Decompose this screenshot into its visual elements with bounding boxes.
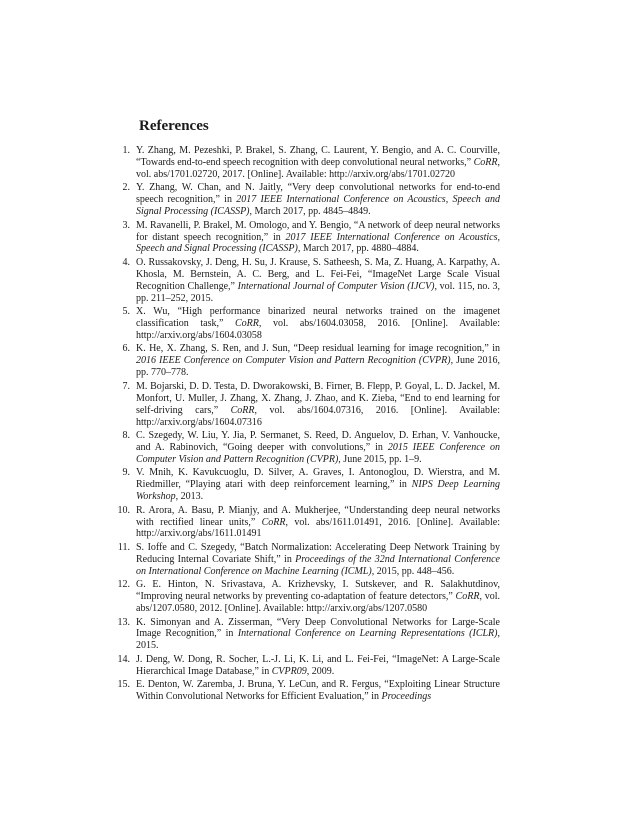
- reference-item: [110, 306, 500, 342]
- reference-venue: Proceedings: [381, 691, 432, 703]
- reference-number: 4.: [122, 256, 130, 268]
- reference-number: 15.: [117, 679, 130, 691]
- reference-number: 6.: [122, 343, 130, 355]
- reference-text: V. Mnih, K. Kavukcuoglu, D. Silver, A. Graves, I. Antonoglou, D. Wierstra, and M. Riedmiller, “Playing atari with deep reinforcement learning,” in NIPS Deep Learning Workshop, 2013.: [136, 467, 500, 503]
- reference-number: 10.: [117, 504, 130, 516]
- reference-text: Y. Zhang, M. Pezeshki, P. Brakel, S. Zhang, C. Laurent, Y. Bengio, and A. C. Courville, “Towards end-to-end speech recognition with deep convolutional neural networks,” CoRR, vol. abs/1701.02720, 2017. [Online]. Available: http://arxiv.org/abs/1701.02720: [136, 145, 500, 180]
- reference-venue: 2017 IEEE International Conference on Acoustics, Speech and Signal Processing (ICASSP): [136, 194, 500, 218]
- reference-venue: CVPR09: [271, 665, 307, 677]
- reference-number: 8.: [122, 430, 130, 441]
- reference-venue: CoRR: [473, 156, 498, 168]
- reference-venue: NIPS Deep Learning Workshop: [136, 479, 500, 503]
- reference-item: [110, 654, 500, 678]
- section-title: References: [139, 118, 209, 134]
- reference-item: [110, 617, 500, 653]
- reference-text: K. He, X. Zhang, S. Ren, and J. Sun, “Deep residual learning for image recognition,” in 2016 IEEE Conference on Computer Vision and Pattern Recognition (CVPR), June 2016, pp. 770–778.: [136, 343, 500, 379]
- reference-text: C. Szegedy, W. Liu, Y. Jia, P. Sermanet, S. Reed, D. Anguelov, D. Erhan, V. Vanhoucke, and A. Rabinovich, “Going deeper with convolutions,” in 2015 IEEE Conference on Computer Vision and Pattern Recognition (CVPR), June 2015, pp. 1–9.: [136, 430, 500, 465]
- reference-item: [110, 467, 500, 503]
- reference-text: E. Denton, W. Zaremba, J. Bruna, Y. LeCun, and R. Fergus, “Exploiting Linear Structure Within Convolutional Networks for Efficient Evaluation,” in Proceedings: [136, 679, 500, 703]
- reference-text: Y. Zhang, W. Chan, and N. Jaitly, “Very deep convolutional networks for end-to-end speech recognition,” in 2017 IEEE International Conference on Acoustics, Speech and Signal Processing (ICASSP), March 2017, pp. 4845–4849.: [136, 182, 500, 218]
- reference-item: [110, 182, 500, 218]
- reference-number: 9.: [122, 467, 130, 479]
- reference-item: [110, 220, 500, 256]
- reference-item: [110, 579, 500, 615]
- reference-number: 12.: [117, 579, 130, 591]
- reference-venue: 2016 IEEE Conference on Computer Vision and Pattern Recognition (CVPR): [136, 355, 451, 367]
- reference-venue: CoRR: [235, 318, 259, 330]
- reference-item: [110, 343, 500, 379]
- reference-venue: CoRR: [455, 591, 480, 603]
- reference-text: J. Deng, W. Dong, R. Socher, L.-J. Li, K. Li, and L. Fei-Fei, “ImageNet: A Large-Scale Hierarchical Image Database,” in CVPR09, 2009.: [136, 653, 500, 677]
- reference-text: O. Russakovsky, J. Deng, H. Su, J. Krause, S. Satheesh, S. Ma, Z. Huang, A. Karpathy, A. Khosla, M. Bernstein, A. C. Berg, and L. Fei-Fei, “ImageNet Large Scale Visual Recognition Challenge,” International Journal of Computer Vision (IJCV), vol. 115, no. 3, pp. 211–252, 2015.: [136, 256, 500, 304]
- reference-text: M. Ravanelli, P. Brakel, M. Omologo, and Y. Bengio, “A network of deep neural networks for distant speech recognition,” in 2017 IEEE International Conference on Acoustics, Speech and Signal Processing (ICASSP), March 2017, pp. 4880–4884.: [136, 219, 500, 255]
- reference-text: R. Arora, A. Basu, P. Mianjy, and A. Mukherjee, “Understanding deep neural networks with rectified linear units,” CoRR, vol. abs/1611.01491, 2016. [Online]. Available: http://arxiv.org/abs/1611.01491: [136, 504, 500, 540]
- reference-venue: 2017 IEEE International Conference on Acoustics, Speech and Signal Processing (ICASSP): [136, 231, 500, 255]
- reference-text: G. E. Hinton, N. Srivastava, A. Krizhevsky, I. Sutskever, and R. Salakhutdinov, “Improving neural networks by preventing co-adaptation of feature detectors,” CoRR, vol. abs/1207.0580, 2012. [Online]. Available: http://arxiv.org/abs/1207.0580: [136, 579, 500, 615]
- reference-number: 11.: [117, 541, 130, 553]
- reference-number: 13.: [117, 616, 130, 628]
- reference-venue: International Journal of Computer Vision (IJCV): [237, 280, 435, 292]
- reference-venue: CoRR: [261, 516, 286, 528]
- reference-venue: International Conference on Learning Representations (ICLR): [237, 628, 498, 640]
- reference-number: 2.: [122, 182, 130, 194]
- reference-venue: 2015 IEEE Conference on Computer Vision and Pattern Recognition (CVPR): [136, 441, 500, 465]
- reference-text: M. Bojarski, D. D. Testa, D. Dworakowski, B. Firner, B. Flepp, P. Goyal, L. D. Jackel, M. Monfort, U. Muller, J. Zhang, X. Zhang, J. Zhao, and K. Zieba, “End to end learning for self-driving cars,” CoRR, vol. abs/1604.07316, 2016. [Online]. Available: http://arxiv.org/abs/1604.07316: [136, 380, 500, 428]
- reference-list: [110, 145, 500, 705]
- reference-item: [110, 542, 500, 578]
- reference-text: S. Ioffe and C. Szegedy, “Batch Normalization: Accelerating Deep Network Training by Reducing Internal Covariate Shift,” in Proceedings of the 32nd International Conference on International Conference on Machine Learning (ICML), 2015, pp. 448–456.: [136, 541, 500, 577]
- reference-venue: Proceedings of the 32nd International Conference on International Conference on Machine Learning (ICML): [136, 553, 500, 577]
- reference-text: K. Simonyan and A. Zisserman, “Very Deep Convolutional Networks for Large-Scale Image Recognition,” in International Conference on Learning Representations (ICLR), 2015.: [136, 616, 500, 652]
- reference-number: 7.: [122, 380, 130, 392]
- reference-item: [110, 257, 500, 305]
- reference-number: 14.: [117, 653, 130, 665]
- reference-item: [110, 381, 500, 429]
- reference-text: X. Wu, “High performance binarized neural networks trained on the imagenet classification task,” CoRR, vol. abs/1604.03058, 2016. [Online]. Available: http://arxiv.org/abs/1604.03058: [136, 306, 500, 341]
- reference-number: 1.: [122, 145, 130, 156]
- reference-item: [110, 145, 500, 181]
- reference-item: [110, 505, 500, 541]
- reference-number: 3.: [122, 219, 130, 231]
- reference-number: 5.: [122, 306, 130, 318]
- reference-item: [110, 430, 500, 466]
- reference-item: [110, 679, 500, 703]
- reference-venue: CoRR: [230, 404, 255, 416]
